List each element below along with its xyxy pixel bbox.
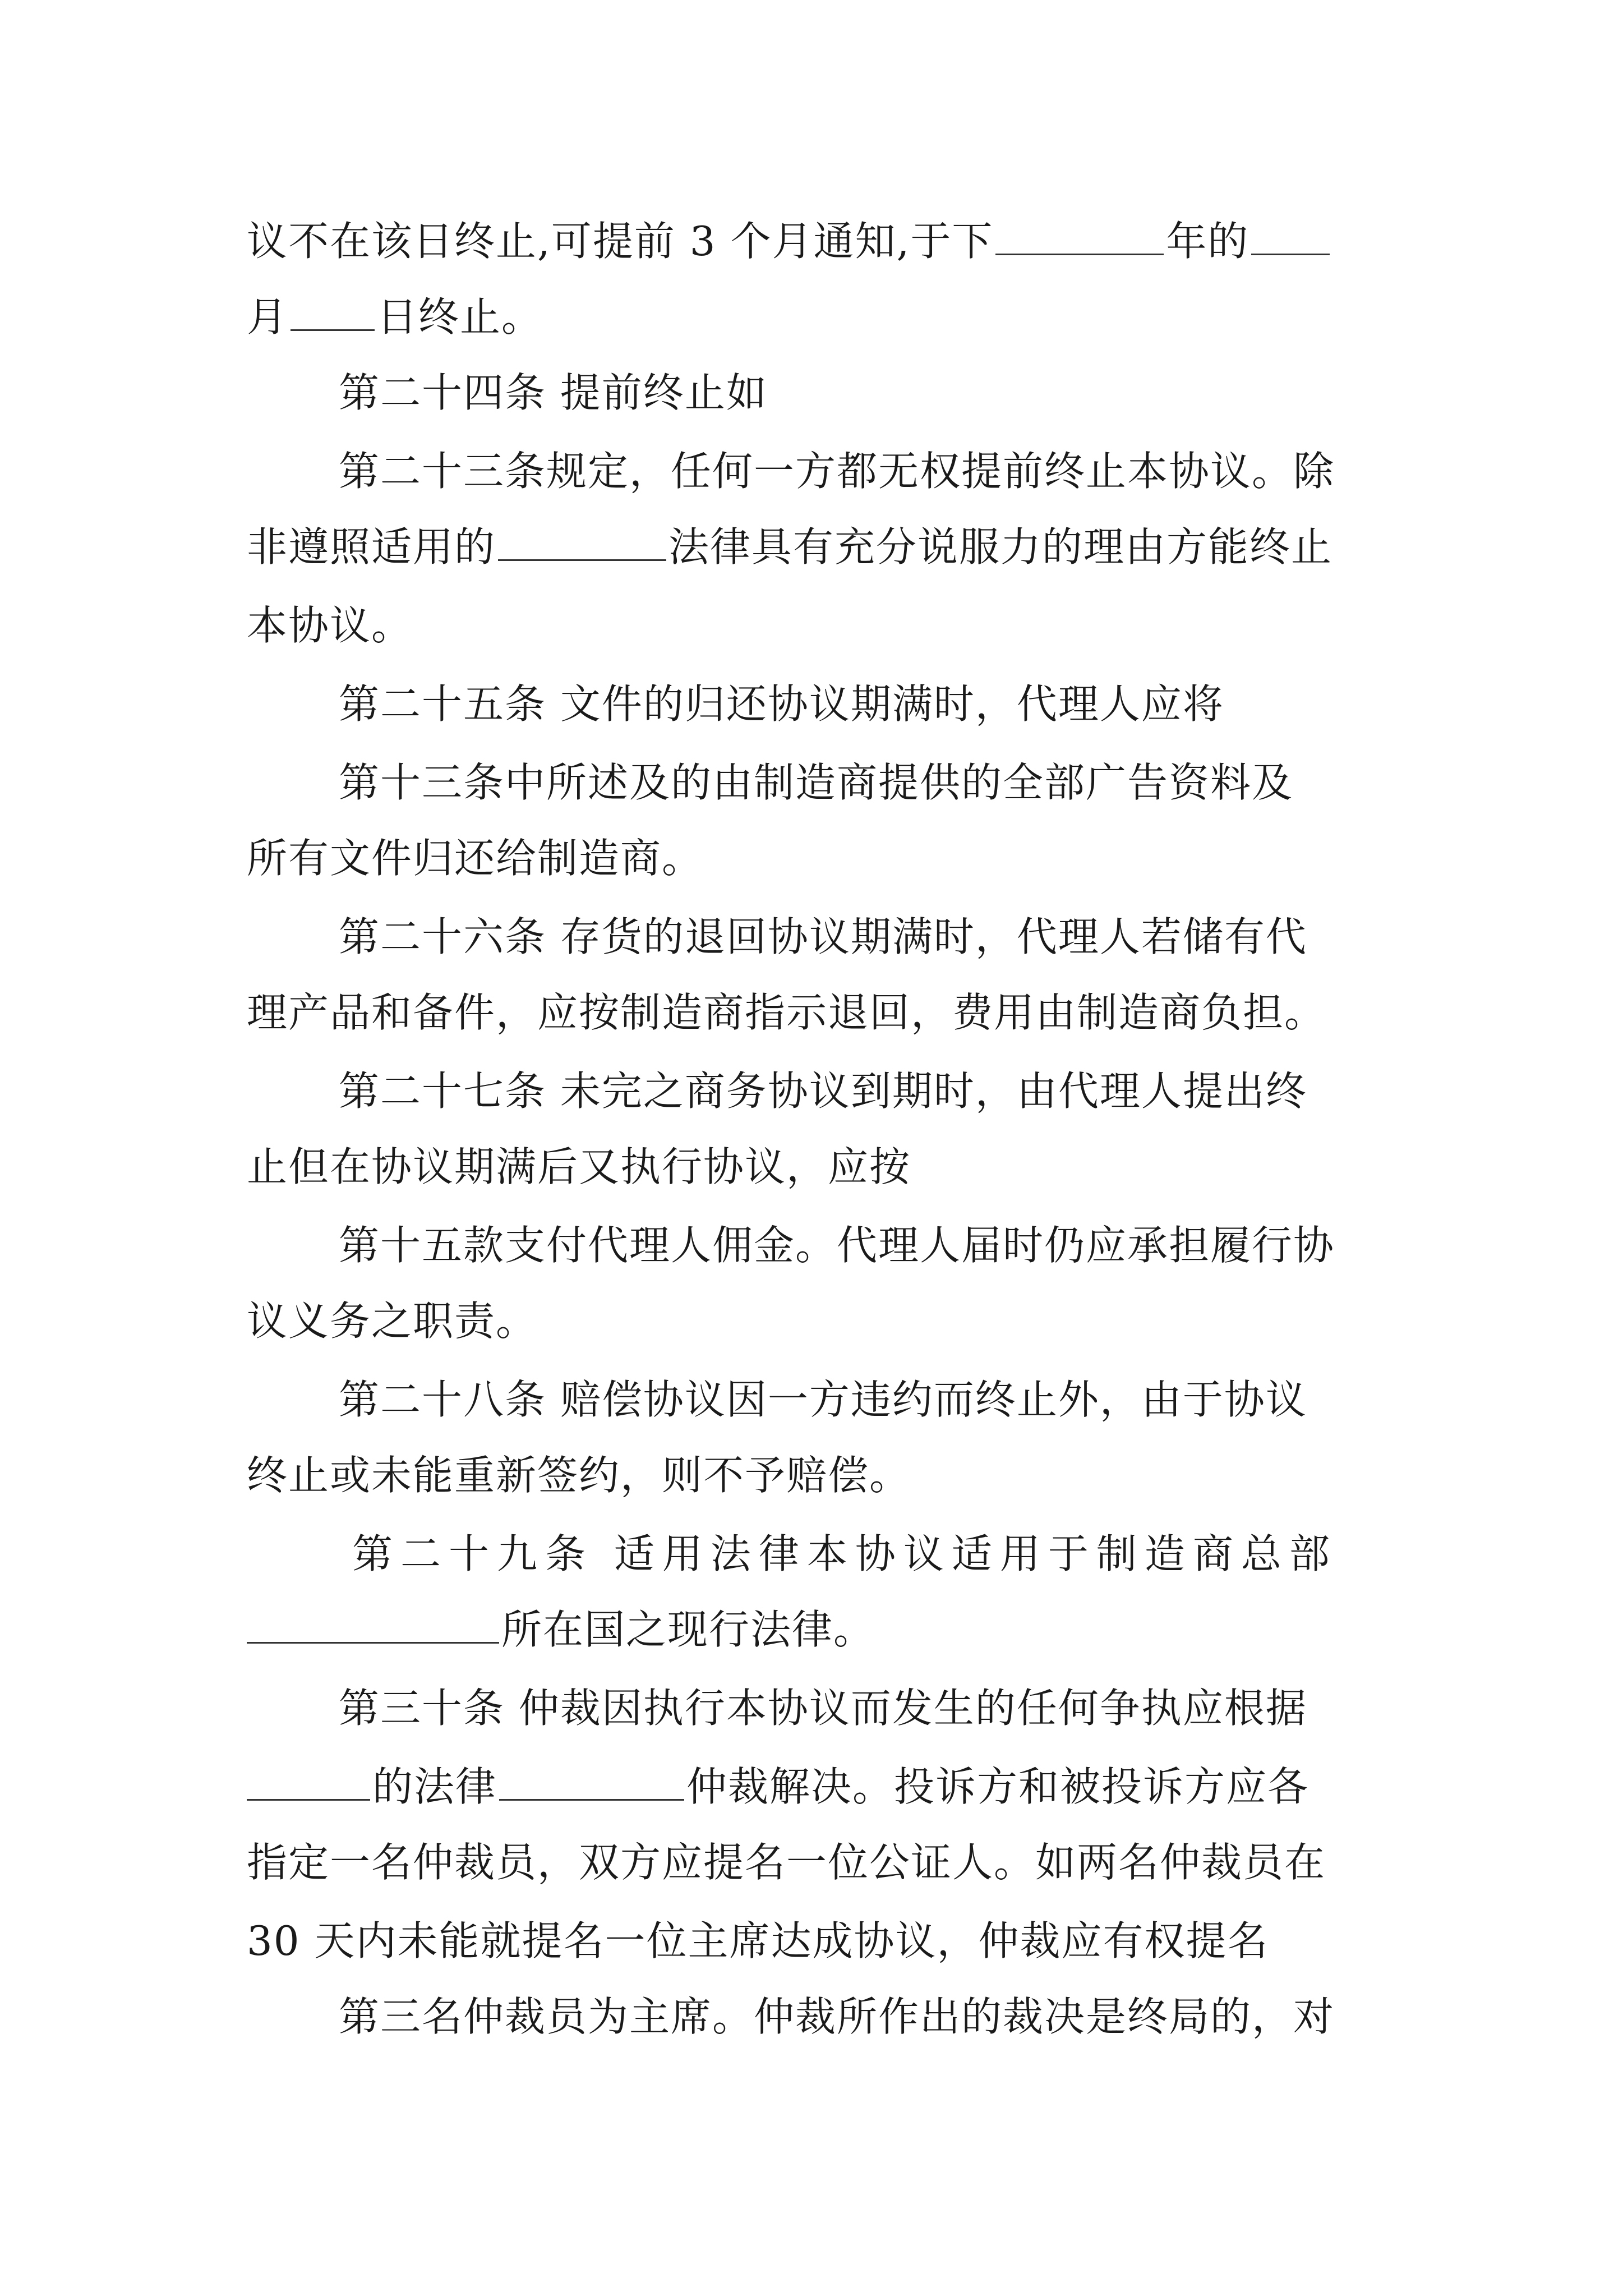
text-run: 所在国之现行法律。: [501, 1606, 875, 1653]
article-heading: [339, 1363, 1307, 1436]
text-run: 终止或未能重新签约，则不予赔偿。: [247, 1452, 911, 1499]
text-line: [247, 510, 1332, 583]
text-line: [247, 1285, 537, 1358]
text-run: 的法律: [372, 1763, 497, 1810]
article-heading: [352, 1517, 1338, 1590]
text-run: 议义务之职责。: [247, 1297, 538, 1345]
article-heading: [339, 900, 1307, 973]
fill-blank: [247, 1603, 499, 1644]
text-run: 第十五款支付代理人佣金。代理人届时仍应承担履行协: [339, 1222, 1335, 1269]
text-run: 月: [247, 293, 289, 341]
text-line: [247, 1130, 911, 1203]
text-line: [247, 205, 1332, 278]
text-line: [247, 280, 543, 353]
text-run: 议不在该日终止,可提前 3 个月通知,于下: [247, 218, 994, 265]
text-line: [339, 1980, 1335, 2053]
text-line: [339, 746, 1293, 819]
text-run: 第十三条中所述及的由制造商提供的全部广告资料及: [339, 759, 1294, 806]
text-run: 法律具有充分说服力的理由方能终止: [668, 523, 1333, 570]
text-run: 第三名仲裁员为主席。仲裁所作出的裁决是终局的，对: [339, 1993, 1335, 2040]
fill-blank: [1251, 214, 1330, 255]
fill-blank: [291, 290, 375, 331]
fill-blank: [995, 214, 1164, 255]
text-run: 第二十七条 未完之商务协议到期时，由代理人提出终: [339, 1068, 1307, 1115]
text-line: [247, 1826, 1326, 1899]
text-run: 30 天内未能就提名一位主席达成协议，仲裁应有权提名: [247, 1917, 1269, 1964]
text-line: [247, 1904, 1269, 1977]
text-line: [247, 589, 413, 662]
text-run: 第二十六条 存货的退回协议期满时，代理人若储有代: [339, 913, 1307, 960]
fill-blank: [499, 1760, 684, 1801]
text-run: 非遵照适用的: [247, 523, 496, 570]
text-run: 第二十五条 文件的归还协议期满时，代理人应将: [339, 680, 1224, 728]
text-run: 本协议。: [247, 602, 413, 649]
article-heading: [339, 356, 768, 429]
text-line: [247, 976, 1326, 1049]
article-heading: [339, 1055, 1307, 1128]
article-heading: [339, 1672, 1307, 1745]
text-line: [339, 435, 1335, 508]
text-line: [247, 822, 703, 895]
text-run: 指定一名仲裁员，双方应提名一位公证人。如两名仲裁员在: [247, 1839, 1326, 1886]
fill-blank: [247, 1760, 370, 1801]
text-run: 年的: [1166, 218, 1249, 265]
text-line: [247, 1439, 911, 1512]
fill-blank: [498, 520, 666, 561]
text-run: 理产品和备件，应按制造商指示退回，费用由制造商负担。: [247, 989, 1326, 1036]
text-run: 仲裁解决。投诉方和被投诉方应各: [686, 1763, 1310, 1810]
text-run: 第二十四条 提前终止如: [339, 369, 768, 416]
text-run: 第二十九条 适用法律本协议适用于制造商总部: [352, 1530, 1338, 1577]
text-line: [247, 1750, 1309, 1823]
text-run: 第三十条 仲裁因执行本协议而发生的任何争执应根据: [339, 1685, 1307, 1732]
text-run: 止但在协议期满后又执行协议，应按: [247, 1143, 911, 1190]
text-line: [339, 1209, 1335, 1282]
text-run: 日终止。: [377, 293, 543, 341]
text-run: 第二十三条规定，任何一方都无权提前终止本协议。除: [339, 448, 1335, 495]
article-heading: [339, 668, 1224, 740]
text-run: 第二十八条 赔偿协议因一方违约而终止外，由于协议: [339, 1376, 1307, 1423]
text-line: [247, 1593, 875, 1666]
text-run: 所有文件归还给制造商。: [247, 835, 704, 882]
